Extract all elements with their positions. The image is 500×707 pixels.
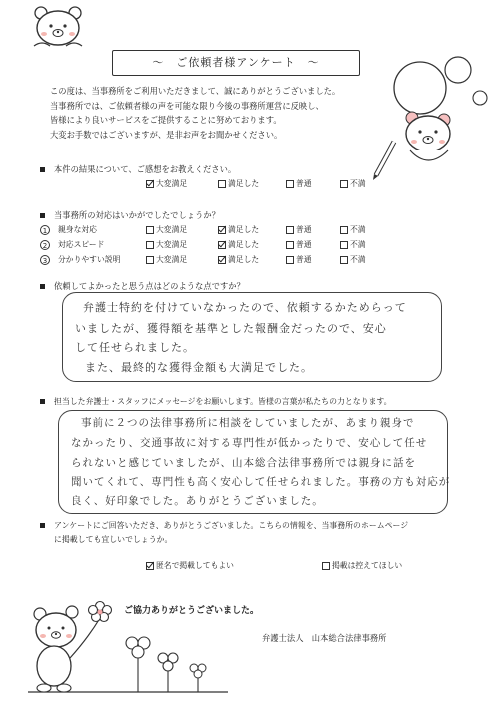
option-label: 不満 [350,255,366,264]
handwritten-line: 弁護士特約を付けていなかったので、依頼するかためらって [83,301,407,314]
q1-option-3[interactable] [286,178,312,189]
checkbox-icon[interactable] [340,241,348,249]
intro-line: 皆様により良いサービスをご提供することに努めております。 [50,115,282,126]
question-5 [40,520,408,531]
q5-option-yes[interactable] [146,560,234,571]
option-label: 不満 [350,179,366,188]
q1-option-4[interactable] [340,178,366,189]
checkbox-icon[interactable] [286,241,294,249]
intro-line: 当事務所では、ご依頼者様の声を可能な限り今後の事務所運営に反映し、 [50,100,324,111]
option-label: 満足した [228,179,260,188]
option-label: 満足した [228,240,260,249]
handwritten-line: 聞いてくれて、専門性も高く安心して任せられました。事務の方も対応が [71,476,451,488]
question-3-text: 依頼してよかったと思う点はどのような点ですか？ [54,281,245,291]
bullet-icon [40,523,45,528]
checkbox-icon[interactable] [340,256,348,264]
handwritten-line: 事前に２つの法律事務所に相談をしていましたが、あまり親身で [81,417,415,429]
bullet-icon [40,399,45,404]
bullet-icon [40,284,45,289]
answer-box-4[interactable] [58,410,451,514]
checkbox-checked-icon[interactable] [146,180,154,188]
option-label: 普通 [296,255,312,264]
q2-row-2-option-3[interactable] [286,239,312,250]
checkbox-icon[interactable] [146,256,154,264]
question-2 [40,209,220,221]
q2-row-3-label [40,254,120,265]
option-label: 普通 [296,179,312,188]
option-label: 匿名で掲載してもよい [156,561,234,570]
handwritten-line: 良く、好印象でした。ありがとうございました。 [71,495,324,507]
q1-option-1[interactable] [146,178,187,189]
q2-row-3-option-3[interactable] [286,254,312,265]
circled-number: 2 [40,240,50,250]
q2-row-2-option-4[interactable] [340,239,366,250]
handwritten-line: して任せられました。 [75,341,195,354]
checkbox-icon[interactable] [340,180,348,188]
q2-row-1-label [40,224,97,235]
checkbox-checked-icon[interactable] [218,241,226,249]
intro-line: 大変お手数ではございますが、是非お声をお聞かせください。 [50,129,283,140]
q2-row-1-option-2[interactable] [218,224,259,235]
thanks-message: ご協力ありがとうございました。 [124,606,260,616]
option-label: 不満 [350,225,366,234]
q2-row-1-option-3[interactable] [286,224,312,235]
checkbox-icon[interactable] [286,180,294,188]
handwritten-line: られないと感じていましたが、山本総合法律事務所では親身に話を [71,457,416,469]
handwritten-line: また、最終的な獲得金額も大満足でした。 [85,361,313,374]
bear-illustration-top [28,4,90,50]
option-label: 不満 [350,240,366,249]
question-4-text: 担当した弁護士・スタッフにメッセージをお願いします。皆様の言葉が私たちの力となります。 [54,397,392,406]
circled-number: 1 [40,225,50,235]
checkbox-icon[interactable] [286,226,294,234]
intro-line: この度は、当事務所をご利用いただきまして、誠にありがとうございました。 [50,86,341,96]
question-2-text: 当事務所の対応はいかがでしたでしょうか？ [54,210,220,220]
answer-box-3[interactable] [62,292,442,382]
q2-row-1-option-1[interactable] [146,224,187,235]
row-label: 対応スピード [58,240,105,249]
checkbox-checked-icon[interactable] [218,256,226,264]
question-4 [40,396,392,407]
checkbox-icon[interactable] [322,562,330,570]
option-label: 普通 [296,240,312,249]
bullet-icon [40,167,45,172]
page-title: ～ ご依頼者様アンケート ～ [112,50,360,76]
option-label: 大変満足 [156,225,188,234]
option-label: 満足した [228,225,260,234]
question-3 [40,280,245,292]
checkbox-icon[interactable] [218,180,226,188]
q2-row-1-option-4[interactable] [340,224,366,235]
q2-row-3-option-4[interactable] [340,254,366,265]
checkbox-icon[interactable] [146,241,154,249]
option-label: 掲載は控えてほしい [332,561,403,570]
row-label: 親身な対応 [58,225,97,234]
firm-name: 弁護士法人 山本総合法律事務所 [262,633,387,643]
question-1 [40,163,236,175]
q2-row-2-option-2[interactable] [218,239,259,250]
checkbox-checked-icon[interactable] [146,562,154,570]
checkbox-icon[interactable] [286,256,294,264]
circled-number: 3 [40,255,50,265]
handwritten-line: いましたが、獲得額を基準とした報酬金だったので、安心 [75,322,387,335]
checkbox-checked-icon[interactable] [218,226,226,234]
option-label: 大変満足 [156,240,188,249]
checkbox-icon[interactable] [340,226,348,234]
row-label: 分かりやすい説明 [58,255,121,264]
option-label: 大変満足 [156,255,188,264]
option-label: 普通 [296,225,312,234]
intro-text [50,84,380,142]
q5-option-no[interactable] [322,560,402,571]
question-5-line-2: に掲載しても宜しいでしょうか。 [54,535,173,544]
question-1-text: 本件の結果について、ご感想をお教えください。 [54,164,237,174]
handwritten-line: なかったり、交通事故に対する専門性が低かったりで、安心して任せ [71,437,428,449]
q2-row-3-option-1[interactable] [146,254,187,265]
checkbox-icon[interactable] [146,226,154,234]
option-label: 満足した [228,255,260,264]
option-label: 大変満足 [156,179,188,188]
question-5-text: アンケートにご回答いただき、ありがとうございました。こちらの情報を、当事務所のホームページ [54,521,409,530]
q2-row-2-option-1[interactable] [146,239,187,250]
q2-row-3-option-2[interactable] [218,254,259,265]
bullet-icon [40,213,45,218]
bear-with-pencil-illustration [368,50,493,180]
q1-option-2[interactable] [218,178,259,189]
q2-row-2-label [40,239,104,250]
